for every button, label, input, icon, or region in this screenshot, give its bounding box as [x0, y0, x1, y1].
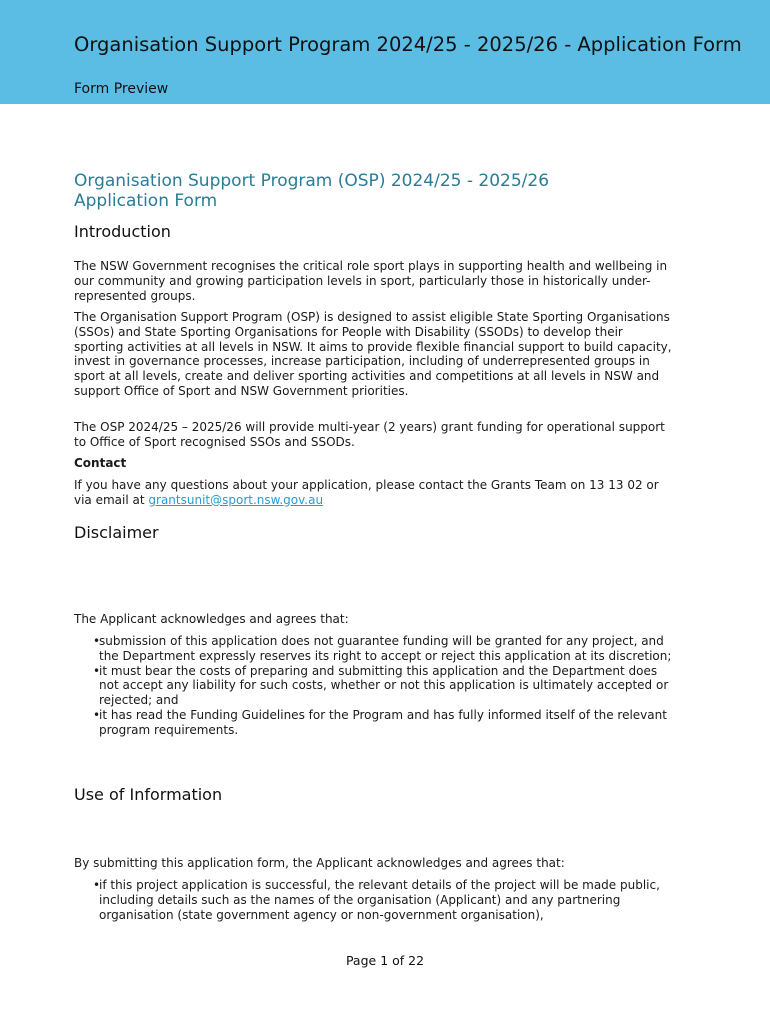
page-number: Page 1 of 22	[345, 953, 425, 968]
contact-heading: Contact	[74, 456, 127, 470]
disclaimer-intro: The Applicant acknowledges and agrees that:	[74, 612, 349, 626]
header-subtitle: Form Preview	[74, 81, 169, 97]
list-item	[74, 878, 674, 922]
introduction-paragraph-2: The Organisation Support Program (OSP) is designed to assist eligible State Sporting Organisations (SSOs) and State Sporting Organisations for People with Disability (SSODs) to develop their sporting activities at all levels in NSW. It aims to provide flexible financial support to build capacity, invest in governance processes, increase participation, including of underrepresented groups in sport at all levels, create and deliver sporting activities and competitions at all levels in NSW and support Office of Sport and NSW Government priorities.	[74, 310, 672, 398]
introduction-paragraph-3: The OSP 2024/25 – 2025/26 will provide multi-year (2 years) grant funding for operational support to Office of Sport recognised SSOs and SSODs.	[74, 420, 665, 449]
list-item	[74, 708, 674, 738]
contact-text: If you have any questions about your application, please contact the Grants Team on 13 13 02 or via email at	[74, 478, 659, 507]
bullet-icon: •	[93, 707, 101, 722]
use-of-information-list	[74, 878, 674, 922]
disclaimer-list	[74, 634, 674, 738]
list-item-text: it has read the Funding Guidelines for the Program and has fully informed itself of the relevant program requirements.	[99, 707, 667, 737]
list-item-text: submission of this application does not guarantee funding will be granted for any project, and the Department expressly reserves its right to accept or reject this application at its discretion;	[99, 634, 672, 663]
use-of-information-intro: By submitting this application form, the Applicant acknowledges and agrees that:	[74, 856, 565, 870]
contact-email-link[interactable]: grantsunit@sport.nsw.gov.au	[148, 492, 324, 507]
list-item	[74, 634, 674, 664]
form-title: Organisation Support Program (OSP) 2024/25 - 2025/26 Application Form	[74, 171, 550, 211]
introduction-paragraph-1: The NSW Government recognises the critical role sport plays in supporting health and wellbeing in our community and growing participation levels in sport, particularly those in historically under-represented groups.	[74, 259, 668, 303]
page-header	[0, 0, 770, 104]
list-item	[74, 664, 674, 708]
bullet-icon: •	[93, 634, 101, 648]
bullet-icon: •	[93, 878, 101, 892]
contact-paragraph	[74, 478, 674, 508]
disclaimer-heading: Disclaimer	[74, 523, 159, 542]
use-of-information-heading: Use of Information	[74, 785, 223, 804]
bullet-icon: •	[93, 663, 101, 678]
list-item-text: it must bear the costs of preparing and submitting this application and the Department does not accept any liability for such costs, whether or not this application is ultimately accepted or rejected; and	[99, 663, 669, 708]
introduction-heading: Introduction	[74, 222, 171, 241]
list-item-text: if this project application is successful, the relevant details of the project will be made public, including details such as the names of the organisation (Applicant) and any partnering organisation (state government agency or non-government organisation),	[99, 878, 660, 922]
header-title: Organisation Support Program 2024/25 - 2025/26 - Application Form	[74, 33, 742, 56]
